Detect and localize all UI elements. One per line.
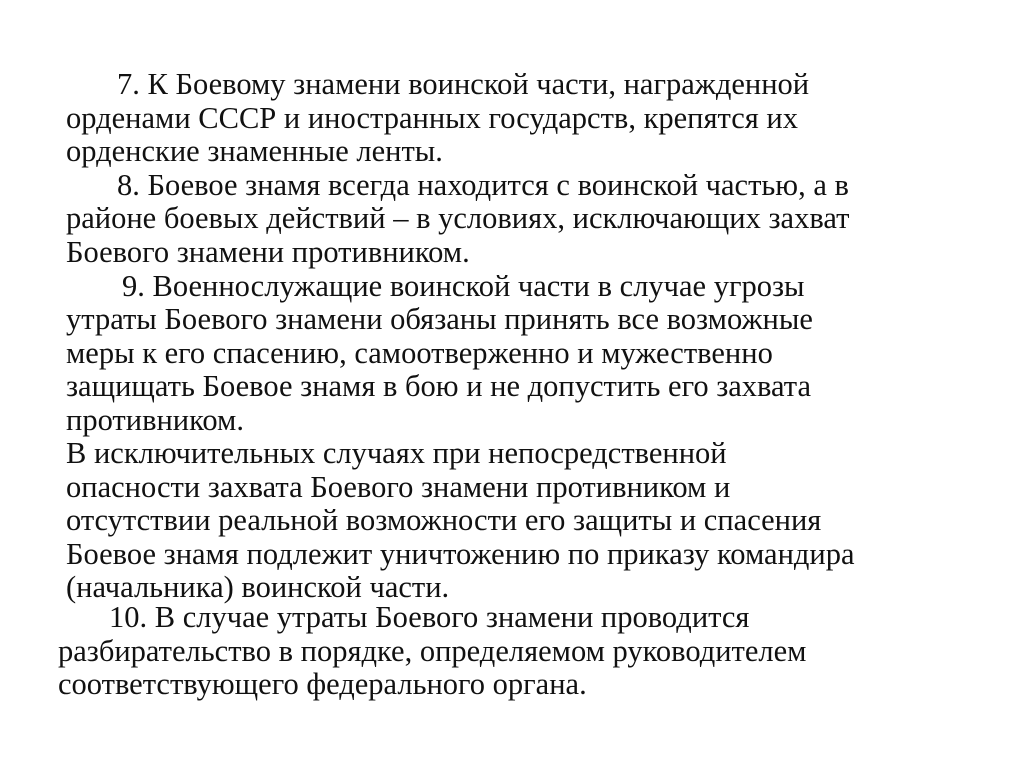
paragraph-7-line-1: 7. К Боевому знамени воинской части, награжденной	[117, 67, 810, 101]
paragraph-10-line-3: соответствующего федерального органа.	[58, 667, 587, 701]
paragraph-10-line-2: разбирательство в порядке, определяемом руководителем	[58, 634, 807, 668]
paragraph-9-line-9: Боевое знамя подлежит уничтожению по приказу командира	[66, 537, 855, 571]
paragraph-9-line-10: (начальника) воинской части.	[66, 570, 450, 604]
paragraph-9-line-2: утраты Боевого знамени обязаны принять все возможные	[66, 302, 813, 336]
paragraph-8-line-3: Боевого знамени противником.	[66, 235, 470, 269]
paragraph-7-line-3: орденские знаменные ленты.	[66, 134, 443, 168]
paragraph-9-line-4: защищать Боевое знамя в бою и не допустить его захвата	[66, 369, 812, 403]
paragraph-10-line-1: 10. В случае утраты Боевого знамени проводится	[109, 600, 750, 634]
paragraph-8-line-1: 8. Боевое знамя всегда находится с воинской частью, а в	[117, 168, 849, 202]
paragraph-7-line-2: орденами СССР и иностранных государств, крепятся их	[66, 101, 798, 135]
paragraph-9-line-8: отсутствии реальной возможности его защиты и спасения	[66, 503, 822, 537]
paragraph-9-line-7: опасности захвата Боевого знамени противником и	[66, 470, 731, 504]
paragraph-9-line-6: В исключительных случаях при непосредственной	[66, 436, 727, 470]
paragraph-9-line-5: противником.	[66, 403, 244, 437]
paragraph-8-line-2: районе боевых действий – в условиях, исключающих захват	[66, 201, 850, 235]
paragraph-9-line-3: меры к его спасению, самоотверженно и мужественно	[66, 336, 773, 370]
paragraph-9-line-1: 9. Военнослужащие воинской части в случае угрозы	[122, 269, 805, 303]
